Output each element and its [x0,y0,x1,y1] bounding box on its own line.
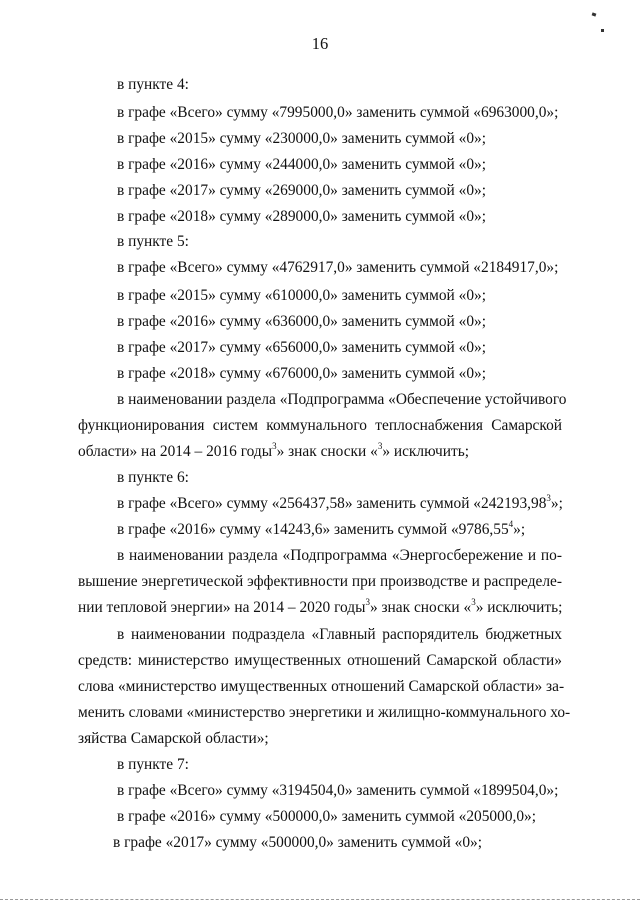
text-run: » исключить; [475,599,563,616]
text-line: в графе «2015» сумму «230000,0» заменить суммой «0»; [117,130,487,147]
text-run: » знак сноски « [276,443,378,460]
text-line: в графе «2016» сумму «500000,0» заменить суммой «205000,0»; [117,808,537,825]
page-number: 16 [311,34,329,53]
text-line: зяйства Самарской области»; [78,730,269,747]
text-line: менить словами «министерство энергетики и жилищно-коммунального хо- [78,704,571,721]
text-line [78,596,563,617]
text-line: в наименовании подраздела «Главный распорядитель бюджетных [117,626,562,643]
footnote-mark: 3 [365,596,370,607]
text-line: функционирования систем коммунального теплоснабжения Самарской [78,417,562,434]
text-run: в графе «2016» сумму «14243,6» заменить суммой «9786,55 [117,521,509,538]
text-line: в графе «Всего» сумму «3194504,0» заменить суммой «1899504,0»; [117,782,559,799]
text-line [117,492,563,513]
text-line: в пункте 6: [117,469,189,486]
text-line: вышение энергетической эффективности при производстве и распределе- [78,573,562,590]
text-line: в пункте 7: [117,756,189,773]
text-line: в графе «2016» сумму «244000,0» заменить суммой «0»; [117,156,487,173]
text-line: в графе «2018» сумму «289000,0» заменить суммой «0»; [117,208,487,225]
text-line: слова «министерство имущественных отношений Самарской области» за- [78,678,565,695]
text-line: в графе «2016» сумму «636000,0» заменить суммой «0»; [117,313,487,330]
footnote-mark: 3 [546,492,551,503]
text-line: в наименовании раздела «Подпрограмма «Энергосбережение и по- [117,547,562,564]
text-run: в графе «Всего» сумму «256437,58» заменить суммой «242193,98 [117,495,547,512]
text-line: в графе «2017» сумму «656000,0» заменить суммой «0»; [117,339,487,356]
footnote-mark: 4 [508,518,514,529]
footnote-mark: 3 [377,440,383,451]
text-line: средств: министерство имущественных отношений Самарской области» [78,652,562,669]
text-run: области» на 2014 – 2016 годы [78,443,273,460]
text-line: в графе «2015» сумму «610000,0» заменить суммой «0»; [117,287,487,304]
text-run: »; [513,521,526,538]
text-run: »; [550,495,563,512]
text-line: в пункте 4: [117,76,189,93]
text-run: » исключить; [382,443,469,460]
text-line [117,518,526,539]
scan-edge [0,899,640,900]
text-run: » знак сноски « [369,599,472,616]
text-line: в наименовании раздела «Подпрограмма «Обеспечение устойчивого [117,391,567,408]
text-line: в графе «Всего» сумму «7995000,0» заменить суммой «6963000,0»; [117,104,559,121]
text-line: в графе «2018» сумму «676000,0» заменить суммой «0»; [117,365,487,382]
text-line: в графе «Всего» сумму «4762917,0» заменить суммой «2184917,0»; [117,259,559,276]
text-line: в графе «2017» сумму «269000,0» заменить суммой «0»; [117,182,487,199]
scan-speck [601,29,604,32]
text-run: нии тепловой энергии» на 2014 – 2020 годы [78,599,366,616]
text-line [78,440,469,461]
footnote-mark: 3 [272,440,277,451]
text-line: в пункте 5: [117,233,189,250]
text-line: в графе «2017» сумму «500000,0» заменить суммой «0»; [113,834,483,851]
footnote-mark: 3 [471,596,476,607]
scan-speck [592,12,597,16]
